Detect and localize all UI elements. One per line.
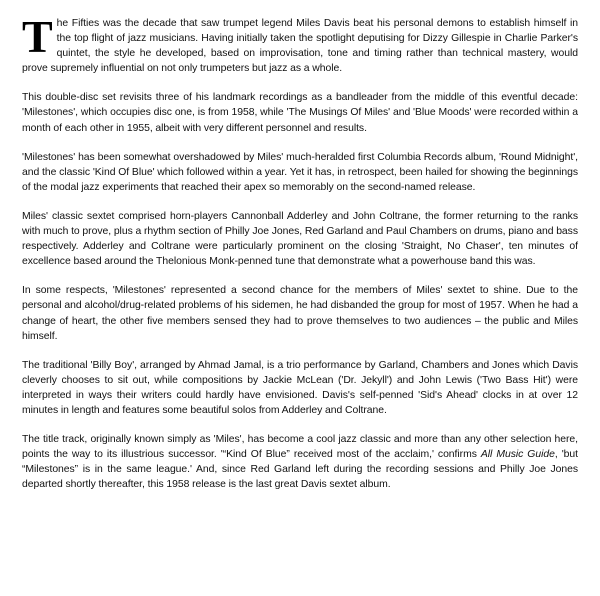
- paragraph-6: The traditional 'Billy Boy', arranged by Ahmad Jamal, is a trio performance by Garland, Chambers and Jones which Davis cleverly chooses to sit out, while compositions by Jackie McLean ('Dr. Jekyll') and John Lewis ('Two Bass Hit') were interpreted in ways their writers could hardly have envisioned. Davis's self-penned 'Sid's Ahead' clocks in at over 12 minutes in length and features some beautiful solos from Adderley and Coltrane.: [22, 359, 578, 416]
- paragraph-7: [22, 432, 578, 492]
- final-paragraph-part1: The title track, originally known simply as 'Miles', has become a cool jazz classic and more than any other selection here, points the way to its illustrious successor. '“Kind Of Blue” received most of the acclaim,' confirms: [22, 434, 578, 461]
- final-paragraph-part2: , 'but “Milestones” is in the same league.' And, since Red Garland left during the recording sessions and Philly Joe Jones departed shortly thereafter, this 1958 release is the last great Davis sextet album.: [22, 449, 578, 491]
- paragraph-2: This double-disc set revisits three of his landmark recordings as a bandleader from the middle of this eventful decade: 'Milestones', which occupies disc one, is from 1958, while 'The Musings Of Miles' and 'Blue Moods' were recorded within a month of each other in 1955, albeit with very different personnel and results.: [22, 92, 578, 134]
- drop-cap: T: [22, 11, 53, 62]
- paragraph-text: he Fifties was the decade that saw trumpet legend Miles Davis beat his personal demons to establish himself in the top flight of jazz musicians. Having initially taken the spotlight deputising for Dizzy Gillespie in Charlie Parker's quintet, the style he developed, based on improvisation, tone and timing rather than technical mastery, would prove supremely influential on not only trumpeters but jazz as a whole.: [22, 18, 578, 75]
- paragraph-4: Miles' classic sextet comprised horn-players Cannonball Adderley and John Coltrane, the former returning to the ranks with much to prove, plus a rhythm section of Philly Joe Jones, Red Garland and Paul Chambers on drums, piano and bass respectively. Adderley and Coltrane were particularly prominent on the closing 'Straight, No Chaser', ten minutes of excellence based around the Thelonious Monk-penned tune that demonstrate what a powerhouse band this was.: [22, 210, 578, 268]
- paragraph-5: In some respects, 'Milestones' represented a second chance for the members of Miles' sextet to shine. Due to the personal and alcohol/drug-related problems of his sidemen, he had disbanded the group for most of 1957. When he had a change of heart, the other five members sensed they had to prove themselves to two audiences – the public and Miles himself.: [22, 285, 578, 342]
- paragraph-3: 'Milestones' has been somewhat overshadowed by Miles' much-heralded first Columbia Records album, 'Round Midnight', and the classic 'Kind Of Blue' which followed within a year. Yet it has, in retrospect, been hailed for showing the beginnings of the modal jazz experiments that reached their apex so memorably on the second-named release.: [22, 151, 578, 193]
- article-body: [22, 11, 578, 492]
- publication-citation: All Music Guide: [480, 449, 555, 461]
- paragraph-intro: [22, 11, 578, 76]
